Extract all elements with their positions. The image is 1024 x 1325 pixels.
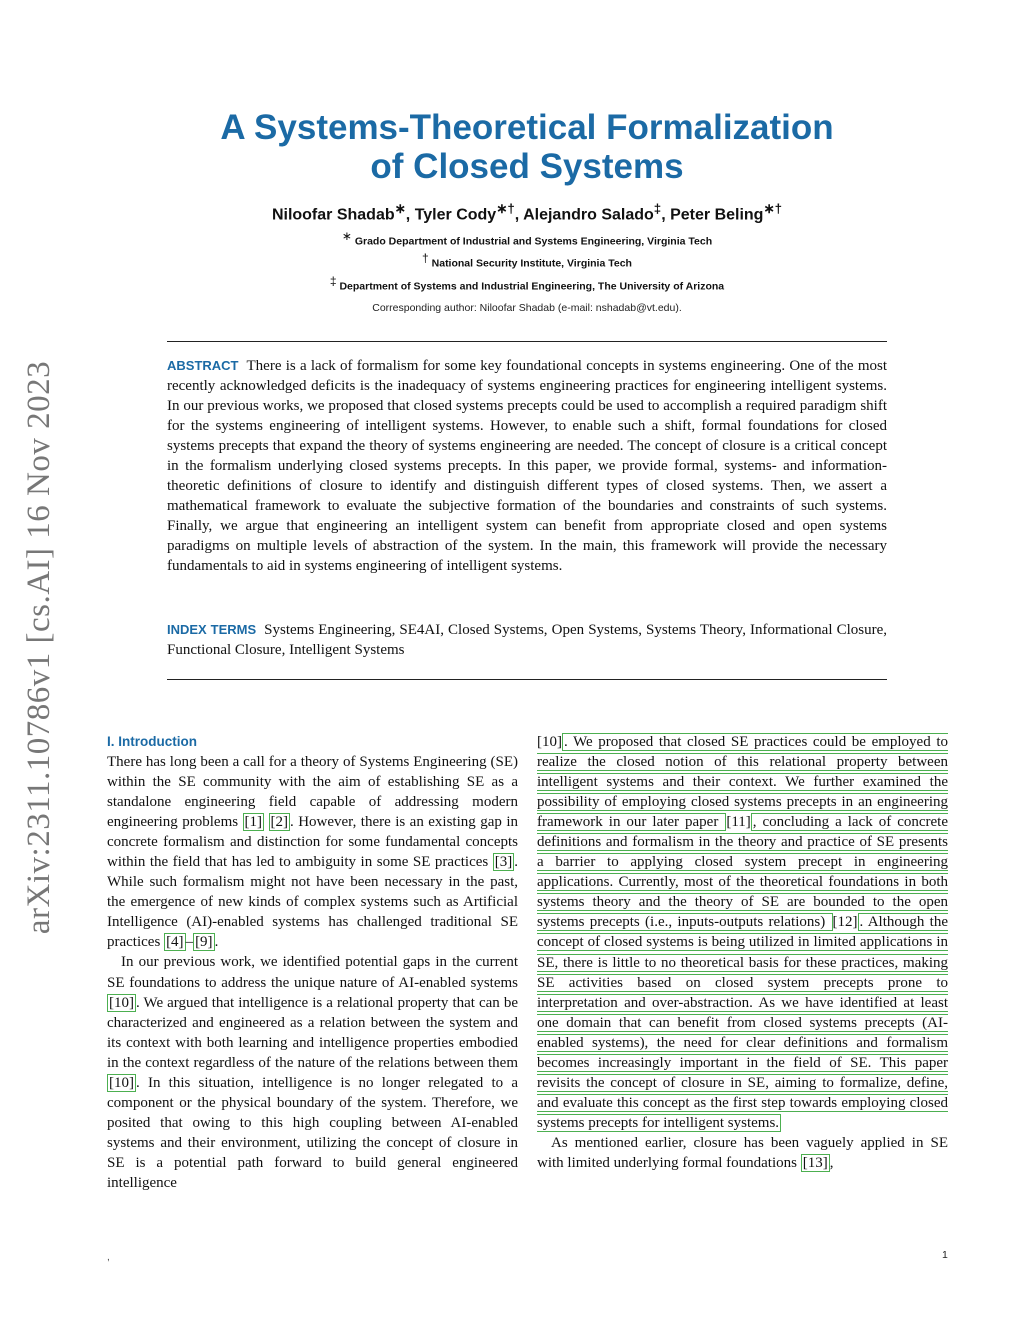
arxiv-identifier bbox=[10, 355, 70, 940]
paragraph-2-continued bbox=[537, 732, 948, 1133]
citation-link[interactable]: [10] bbox=[109, 994, 134, 1011]
body-column-left bbox=[107, 732, 518, 1193]
citation-link[interactable]: [3] bbox=[494, 854, 513, 871]
abstract bbox=[167, 356, 887, 576]
author-mark: ‡ bbox=[653, 201, 662, 216]
text-run: [12] bbox=[832, 914, 858, 931]
abstract-text: There is a lack of formalism for some key foundational concepts in systems engineering. One of the most recently acknowledged deficits is the inadequacy of systems engineering practices for engineering intelligent systems. In our previous works, we proposed that closed systems precepts could be used to accomplish a required paradigm shift for the systems engineering of intelligent systems. However, to enable such a shift, formal foundations for closed systems precepts that expand the theory of systems engineering are needed. The concept of closure is a critical concept in the formalism underlying closed systems precepts. In this paper, we provide formal, systems- and information-theoretic definitions of closure to identify and distinguish different types of closed systems. Then, we assert a mathematical framework to evaluate the subjective formation of the boundaries and constraints of such systems. Finally, we argue that engineering an intelligent system can benefit from appropriate closed and open systems paradigms on multiple levels of abstraction of the system. In the main, this framework will provide the necessary fundamentals to aid in systems engineering of intelligent systems. bbox=[167, 358, 887, 574]
paragraph-1 bbox=[107, 752, 518, 952]
footer-left: , bbox=[107, 1252, 110, 1263]
citation-link[interactable]: [9] bbox=[195, 934, 213, 951]
paragraph-2 bbox=[107, 952, 518, 1193]
arxiv-identifier-text: arXiv:2311.10786v1 [cs.AI] 16 Nov 2023 bbox=[21, 360, 58, 935]
text-run: , bbox=[829, 1154, 834, 1171]
index-terms-text: Systems Engineering, SE4AI, Closed Systems, Open Systems, Systems Theory, Informational Closure, Functional Closure, Intelligent Systems bbox=[167, 622, 887, 658]
text-run: – bbox=[185, 934, 194, 951]
page-number: 1 bbox=[942, 1249, 948, 1261]
text-run: As mentioned earlier, closure has been vaguely applied in SE with limited underlying formal foundations bbox=[537, 1134, 948, 1171]
section-heading: I. Introduction bbox=[107, 734, 197, 749]
affiliation-3 bbox=[0, 274, 1024, 293]
citation-link[interactable]: , concluding a lack of concrete definitions and formalism in the theory and practice of SE presents a barrier to applying closed system precept in engineering applications. Currently, most of the theoretical foundations in both systems theory and the theory of SE are bounded to the open systems precepts (i.e., inputs-outputs relations) bbox=[537, 814, 948, 931]
text-run: In our previous work, we identified potential gaps in the current SE foundations to address the unique nature of AI-enabled systems bbox=[107, 954, 518, 991]
author-list: Niloofar Shadab∗, Tyler Cody∗†, Alejandro Salado‡, Peter Beling∗† bbox=[271, 201, 783, 224]
text-run: There has long been a call for a theory of Systems Engineering (SE) within the SE community with the aim of establishing SE as a standalone engineering field capable of addressing modern engineering problems bbox=[107, 754, 518, 831]
abstract-heading: ABSTRACT bbox=[167, 358, 239, 373]
affiliation-mark: † bbox=[422, 251, 429, 265]
affiliation-text: Grado Department of Industrial and Systems Engineering, Virginia Tech bbox=[354, 235, 713, 248]
citation-link[interactable]: . Although the concept of closed systems is being utilized in limited applications in SE, there is little to no theoretical basis for these practices, making SE activities based on closed system precepts prone to interpretation and over-abstraction. As we have identified at least one domain that can benefit from closed systems precepts (AI-enabled systems), the need for clear definitions and formalism becomes increasingly important in the field of SE. This paper revisits the concept of closure in SE, aiming to formalize, define, and evaluate this concept as the first step towards employing closed systems precepts for intelligent systems. bbox=[537, 914, 948, 1131]
affiliation-mark: ∗ bbox=[341, 229, 352, 243]
index-terms-heading: INDEX TERMS bbox=[167, 622, 257, 637]
text-run: . While such formalism might not have been necessary in the past, the emergence of new kinds of complex systems such as Artificial Intelligence (AI)-enabled systems has challenged traditional SE practices bbox=[107, 854, 518, 951]
text-run bbox=[264, 814, 268, 830]
affiliation-2 bbox=[0, 251, 1024, 270]
citation-link[interactable]: . We proposed that closed SE practices could be employed to realize the closed notion of this relational property between intelligent systems and their context. We further examined the possibility of employing closed systems precepts in an engineering framework in our later paper bbox=[537, 734, 948, 831]
index-terms bbox=[167, 620, 887, 660]
author-name: Alejandro Salado bbox=[523, 206, 654, 224]
divider bbox=[167, 341, 887, 342]
author-name: Peter Beling bbox=[670, 206, 764, 224]
author-mark: ∗† bbox=[496, 201, 515, 216]
paper-title-line-2: of Closed Systems bbox=[370, 147, 684, 186]
paper-title-line-1: A Systems-Theoretical Formalization bbox=[220, 108, 834, 147]
affiliation-text: Department of Systems and Industrial Engineering, The University of Arizona bbox=[339, 280, 725, 293]
affiliation-1 bbox=[0, 229, 1024, 248]
text-run: . In this situation, intelligence is no longer relegated to a component or the physical boundary of the system. Therefore, we posited that owing to this high coupling between AI-enabled systems and their environment, utilizing the concept of closure in SE is a potential path forward to build general engineered intelligence bbox=[107, 1074, 518, 1191]
citation-link[interactable]: [4] bbox=[166, 934, 184, 951]
author-mark: ∗ bbox=[394, 201, 406, 216]
citation-link[interactable]: [13] bbox=[802, 1154, 828, 1171]
citation-link[interactable]: [10] bbox=[109, 1074, 134, 1091]
text-run: [10] bbox=[537, 734, 562, 750]
affiliation-mark: ‡ bbox=[329, 274, 337, 288]
text-run: . bbox=[214, 934, 219, 951]
body-column-right bbox=[537, 732, 948, 1173]
text-run: . However, there is an existing gap in concrete formalism and distinction for some fundamental concepts within the field that has led to ambiguity in some SE practices bbox=[107, 814, 518, 871]
text-run: [11] bbox=[726, 814, 751, 831]
citation-link[interactable]: [2] bbox=[270, 814, 288, 831]
paragraph-3 bbox=[537, 1133, 948, 1173]
paper-title bbox=[0, 108, 1024, 186]
affiliation-text: National Security Institute, Virginia Tech bbox=[431, 257, 632, 270]
citation-link[interactable]: [1] bbox=[244, 814, 263, 831]
corresponding-author: Corresponding author: Niloofar Shadab (e-mail: nshadab@vt.edu). bbox=[372, 302, 682, 314]
author-name: Tyler Cody bbox=[414, 206, 497, 224]
text-run: . We argued that intelligence is a relational property that can be characterized and engineered as a relation between the system and its context with both learning and intelligence properties embodied in the context regardless of the nature of the relations between them bbox=[107, 994, 518, 1071]
author-name: Niloofar Shadab bbox=[271, 206, 395, 224]
author-mark: ∗† bbox=[763, 201, 783, 216]
divider bbox=[167, 679, 887, 680]
